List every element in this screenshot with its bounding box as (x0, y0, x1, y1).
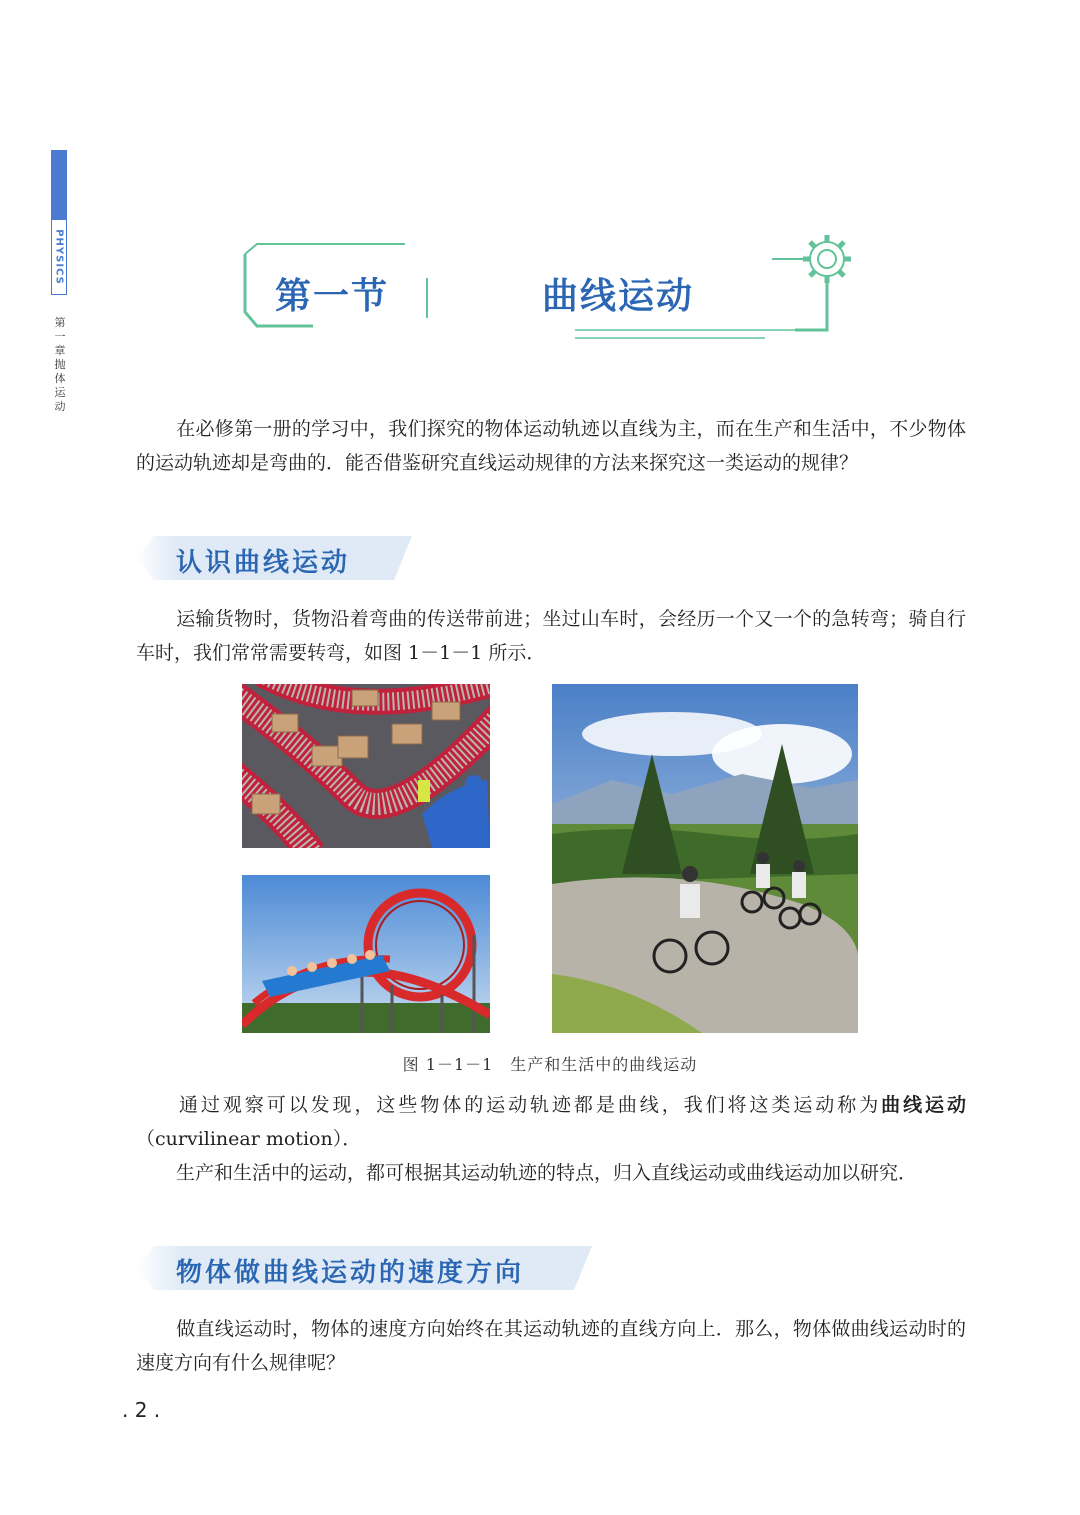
mountain-bikers-photo (552, 684, 858, 1033)
paragraph-2-text: 通过观察可以发现，这些物体的运动轨迹都是曲线，我们将这类运动称为 (176, 1094, 882, 1116)
figure-caption: 图 1－1－1 生产和生活中的曲线运动 (402, 1055, 698, 1074)
subheading-velocity-direction (136, 1246, 596, 1290)
paragraph-2-english: （curvilinear motion）． (136, 1128, 362, 1150)
side-tab (51, 150, 67, 295)
paragraph-4 (136, 1312, 966, 1380)
section-title: 曲线运动 (542, 276, 695, 317)
intro-text: 在必修第一册的学习中，我们探究的物体运动轨迹以直线为主，而在生产和生活中，不少物体的运动轨迹却是弯曲的．能否借鉴研究直线运动规律的方法来探究这一类运动的规律？ (136, 418, 966, 474)
subheading-text: 物体做曲线运动的速度方向 (176, 1258, 525, 1288)
page-number: . 2 . (122, 1398, 161, 1422)
paragraph-2 (136, 1088, 966, 1156)
section-title-frame (235, 226, 865, 346)
chapter-label: 第一章 抛体运动 (54, 316, 66, 413)
gear-icon (803, 235, 851, 283)
term-curvilinear-motion: 曲线运动 (881, 1094, 966, 1116)
section-number: 第一节 (275, 276, 390, 317)
paragraph-1 (136, 602, 966, 670)
roller-coaster-photo (242, 875, 490, 1033)
paragraph-3 (136, 1156, 966, 1190)
paragraph-1-text: 运输货物时，货物沿着弯曲的传送带前进；坐过山车时，会经历一个又一个的急转弯；骑自行车时，我们常常需要转弯，如图 1－1－1 所示． (136, 608, 966, 664)
subheading-text: 认识曲线运动 (176, 548, 351, 578)
paragraph-4-text: 做直线运动时，物体的速度方向始终在其运动轨迹的直线方向上．那么，物体做曲线运动时的速度方向有什么规律呢？ (136, 1318, 966, 1374)
paragraph-3-text: 生产和生活中的运动，都可根据其运动轨迹的特点，归入直线运动或曲线运动加以研究． (176, 1162, 918, 1184)
subject-label-box (51, 220, 67, 294)
subheading-recognize-curvilinear (136, 536, 416, 580)
intro-paragraph (136, 412, 966, 480)
subject-label: PHYSICS (53, 229, 65, 285)
conveyor-belt-photo (242, 684, 490, 848)
